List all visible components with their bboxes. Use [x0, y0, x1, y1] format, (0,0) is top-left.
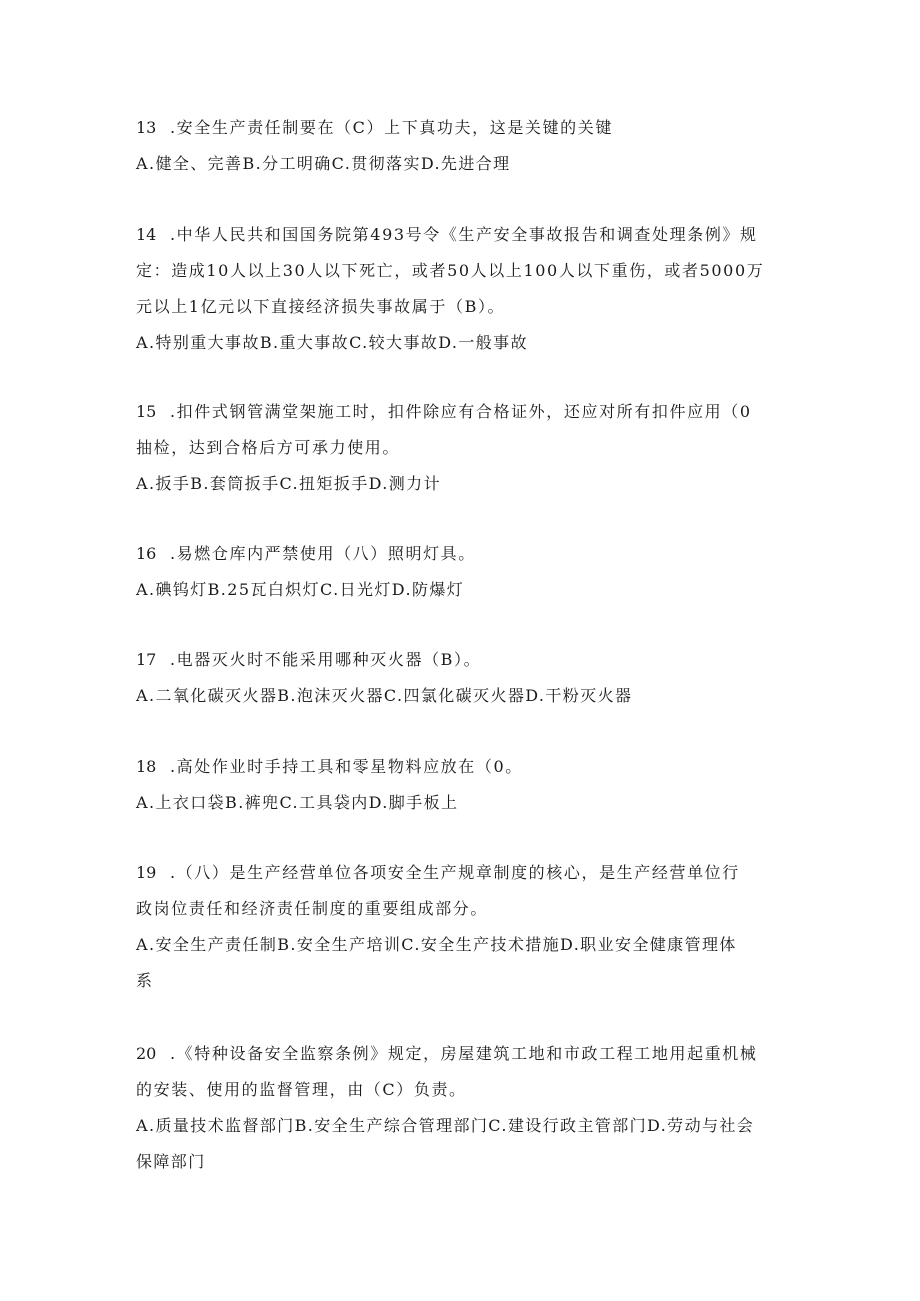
question-stem-line — [136, 1036, 786, 1072]
question-15 — [136, 394, 786, 502]
question-stem-text: .电器灭火时不能采用哪种灭火器（B）。 — [170, 650, 482, 669]
question-stem-line: 定：造成10人以上30人以下死亡，或者50人以上100人以下重伤，或者5000万 — [136, 261, 765, 280]
question-stem-line — [136, 217, 786, 253]
question-stem-line: 的安装、使用的监督管理，由（C）负责。 — [136, 1080, 467, 1099]
question-20 — [136, 1036, 786, 1180]
question-options: A.二氧化碳灭火器B.泡沫灭火器C.四氯化碳灭火器D.干粉灭火器 — [136, 686, 633, 705]
question-options: A.扳手B.套筒扳手C.扭矩扳手D.测力计 — [136, 474, 441, 493]
question-number: 17 — [136, 650, 157, 669]
question-number: 15 — [136, 402, 157, 421]
question-options: A.碘钨灯B.25瓦白炽灯C.日光灯D.防爆灯 — [136, 580, 465, 599]
question-options: A.安全生产责任制B.安全生产培训C.安全生产技术措施D.职业安全健康管理体 — [136, 935, 737, 954]
question-number: 20 — [136, 1044, 157, 1063]
question-stem-text: .高处作业时手持工具和零星物料应放在（0。 — [170, 757, 523, 776]
question-stem-text: .易燃仓库内严禁使用（八）照明灯具。 — [170, 544, 476, 563]
question-stem-line: 政岗位责任和经济责任制度的重要组成部分。 — [136, 899, 489, 918]
question-17 — [136, 642, 786, 714]
question-13 — [136, 110, 786, 182]
question-options: A.健全、完善B.分工明确C.贯彻落实D.先进合理 — [136, 154, 511, 173]
question-stem-text: .《特种设备安全监察条例》规定，房屋建筑工地和市政工程工地用起重机械 — [170, 1044, 758, 1063]
question-stem-line — [136, 749, 786, 785]
question-stem-line: 抽检，达到合格后方可承力使用。 — [136, 438, 401, 457]
question-options-continued: 保障部门 — [136, 1152, 206, 1171]
question-18 — [136, 749, 786, 821]
question-options: A.上衣口袋B.裤兜C.工具袋内D.脚手板上 — [136, 793, 459, 812]
question-number: 14 — [136, 225, 157, 244]
question-options: A.质量技术监督部门B.安全生产综合管理部门C.建设行政主管部门D.劳动与社会 — [136, 1116, 755, 1135]
question-stem-line — [136, 110, 786, 146]
question-options-continued: 系 — [136, 971, 154, 990]
question-14 — [136, 217, 786, 361]
question-number: 16 — [136, 544, 157, 563]
question-stem-line — [136, 642, 786, 678]
question-number: 19 — [136, 863, 157, 882]
question-stem-text: .中华人民共和国国务院第493号令《生产安全事故报告和调查处理条例》规 — [170, 225, 758, 244]
question-number: 13 — [136, 118, 157, 137]
question-19 — [136, 855, 786, 999]
question-stem-line — [136, 855, 786, 891]
question-stem-text: .安全生产责任制要在（C）上下真功夫，这是关键的关键 — [170, 118, 613, 137]
question-stem-text: .扣件式钢管满堂架施工时，扣件除应有合格证外，还应对所有扣件应用（0 — [170, 402, 752, 421]
question-stem-line — [136, 536, 786, 572]
question-stem-line — [136, 394, 786, 430]
question-options: A.特别重大事故B.重大事故C.较大事故D.一般事故 — [136, 333, 528, 352]
question-16 — [136, 536, 786, 608]
question-stem-line: 元以上1亿元以下直接经济损失事故属于（B）。 — [136, 297, 506, 316]
question-number: 18 — [136, 757, 157, 776]
question-stem-text: .（八）是生产经营单位各项安全生产规章制度的核心，是生产经营单位行 — [170, 863, 740, 882]
